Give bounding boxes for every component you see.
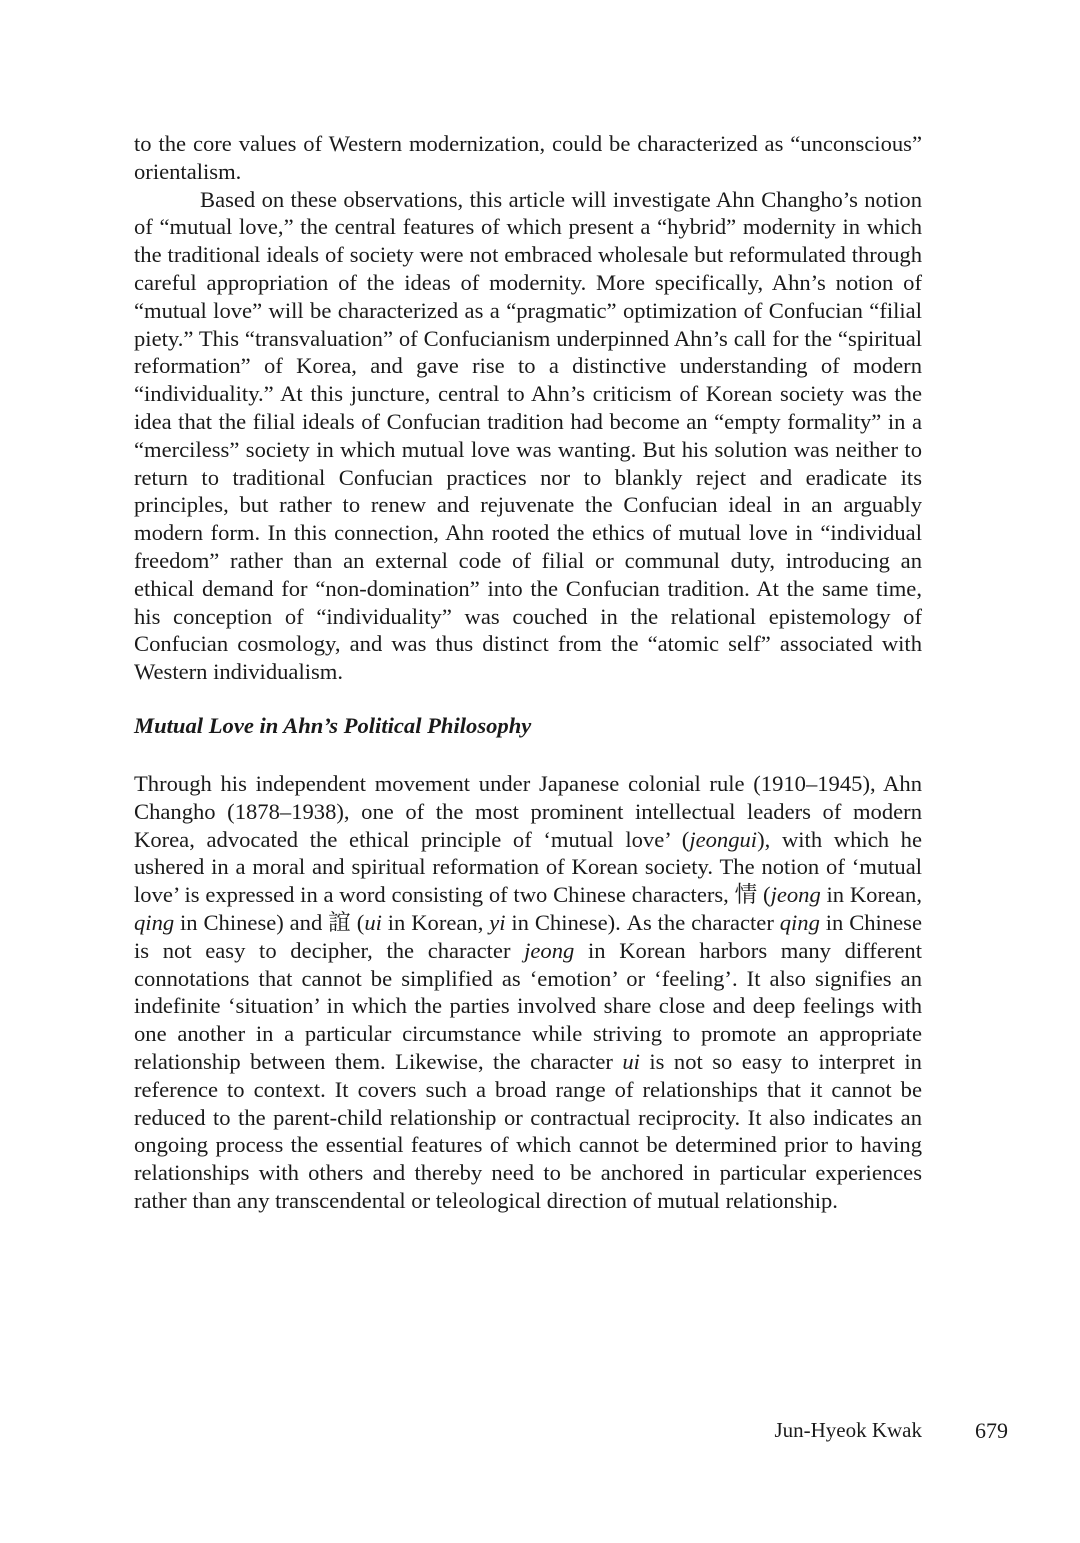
italic-term: jeong xyxy=(770,882,821,908)
text-run: is not so easy to interpret in reference to context. It covers such a broad range of relationships that it cannot be reduced to the parent-child relationship or contractual reciprocity. It also indicates an ongoing process the essential features of which cannot be determined prior to having relationships with others and thereby need to be anchored in particular experiences rather than any transcendental or teleological direction of mutual relationship. xyxy=(134,1048,922,1213)
italic-term: ui xyxy=(364,909,382,935)
page-footer xyxy=(0,1418,1080,1448)
italic-term: jeong xyxy=(524,937,575,963)
italic-term: qing xyxy=(779,909,820,935)
italic-term: qing xyxy=(134,909,175,935)
italic-term: ui xyxy=(622,1048,640,1074)
text-run: in Chinese). As the character xyxy=(505,909,780,935)
text-run: in Korean, xyxy=(820,882,922,908)
italic-term: yi xyxy=(489,909,506,935)
text-run: in Korean harbors many different connotations that cannot be simplified as ‘emotion’ or ‘feeling’. It also signifies an indefinite ‘situation’ in which the parties involved share close and deep feelings with one another in a particular circumstance while striving to promote an appropriate relationship between them. Likewise, the character xyxy=(134,937,922,1074)
body-paragraph-3 xyxy=(134,770,922,1215)
section-heading: Mutual Love in Ahn’s Political Philosophy xyxy=(134,712,532,738)
text-run: Through his independent movement under Japanese colonial rule (1910–1945), Ahn Changho (1878–1938), one of the most prominent intellectual leaders of modern Korea, advocated the ethical principle of ‘mutual love’ ( xyxy=(134,770,922,852)
running-footer-author: Jun-Hyeok Kwak xyxy=(774,1418,922,1442)
body-paragraph-2: Based on these observations, this article will investigate Ahn Changho’s notion of “mutual love,” the central features of which present a “hybrid” modernity in which the traditional ideals of society were not embraced wholesale but reformulated through careful appropriation of the ideas of modernity. More specifically, Ahn’s notion of “mutual love” will be characterized as a “pragmatic” optimization of Confucian “filial piety.” This “transvaluation” of Confucianism underpinned Ahn’s call for the “spiritual reformation” of Korea, and gave rise to a distinctive understanding of modern “individuality.” At this juncture, central to Ahn’s criticism of Korean society was the idea that the filial ideals of Confucian tradition had become an “empty formality” in a “merciless” society in which mutual love was wanting. But his solution was neither to return to traditional Confucian practices nor to blankly reject and eradicate its principles, but rather to renew and rejuvenate the Confucian ideal in an arguably modern form. In this connection, Ahn rooted the ethics of mutual love in “individual freedom” rather than an external code of filial or communal duty, introducing an ethical demand for “non-domination” into the Confucian tradition. At the same time, his conception of “individuality” was couched in the relational epistemology of Confucian cosmology, and was thus distinct from the “atomic self” associated with Western individualism. xyxy=(134,186,922,685)
body-paragraph-1: to the core values of Western modernization, could be characterized as “unconscious” orientalism. xyxy=(134,131,922,184)
page-number: 679 xyxy=(975,1418,1008,1443)
text-run: in Chinese) and 誼 ( xyxy=(174,909,365,935)
text-run: in Chinese is not easy to decipher, the character xyxy=(134,909,922,963)
italic-term: jeongui xyxy=(689,826,758,852)
text-run: ), with which he ushered in a moral and spiritual reformation of Korean society. The notion of ‘mutual love’ is expressed in a word consisting of two Chinese characters, 情 ( xyxy=(134,826,923,908)
page-body xyxy=(134,130,922,1215)
text-run: in Korean, xyxy=(381,909,490,935)
